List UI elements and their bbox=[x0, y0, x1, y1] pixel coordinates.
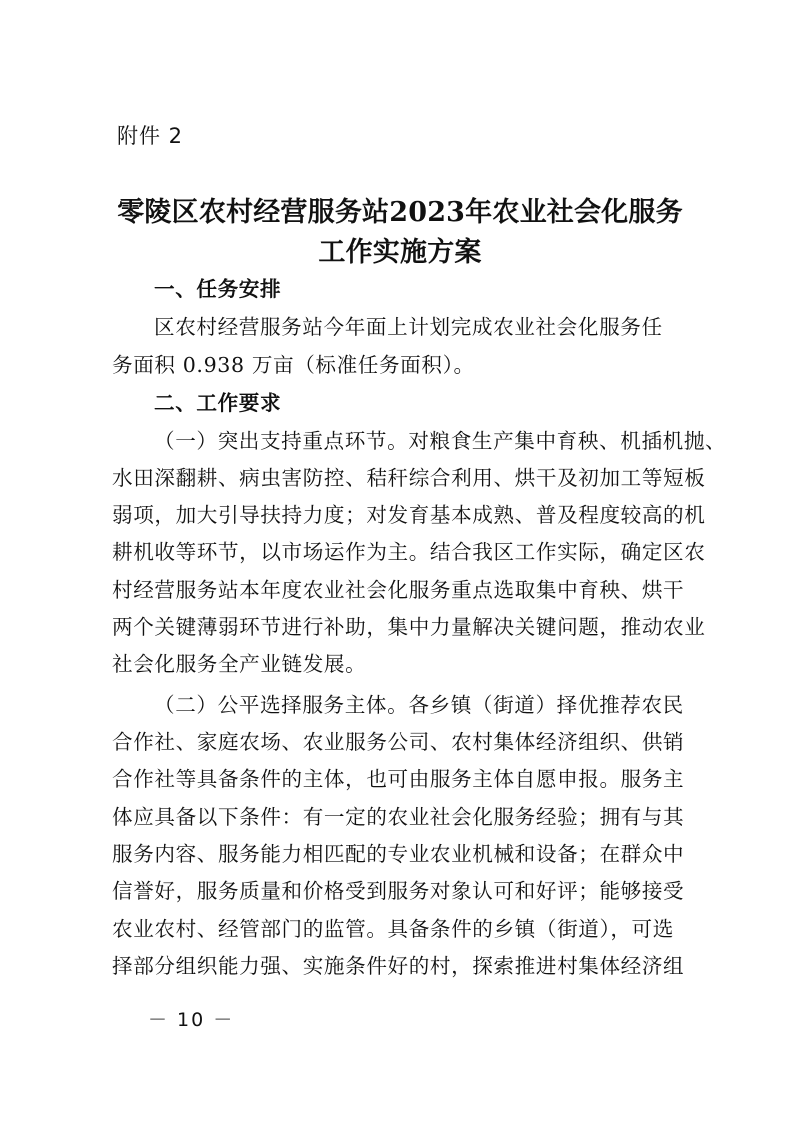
body-line: 耕机收等环节，以市场运作为主。结合我区工作实际，确定区农 bbox=[112, 540, 706, 564]
body-line: 弱项，加大引导扶持力度；对发育基本成熟、普及程度较高的机 bbox=[112, 503, 706, 527]
body-line: 务面积 0.938 万亩（标准任务面积）。 bbox=[112, 353, 475, 377]
body-line: 合作社、家庭农场、农业服务公司、农村集体经济组织、供销 bbox=[112, 730, 685, 754]
body-line: 体应具备以下条件：有一定的农业社会化服务经验；拥有与其 bbox=[112, 805, 685, 829]
body-line: （一）突出支持重点环节。对粮食生产集中育秧、机插机抛、 bbox=[154, 429, 727, 453]
body-line: 择部分组织能力强、实施条件好的村，探索推进村集体经济组 bbox=[112, 954, 685, 978]
body-line: 信誉好，服务质量和价格受到服务对象认可和好评；能够接受 bbox=[112, 879, 685, 903]
body-line: 社会化服务全产业链发展。 bbox=[112, 652, 367, 676]
body-line: 区农村经营服务站今年面上计划完成农业社会化服务任 bbox=[154, 315, 663, 339]
section-heading-task-arrangement: 一、任务安排 bbox=[154, 277, 282, 301]
body-line: 农业农村、经管部门的监管。具备条件的乡镇（街道），可选 bbox=[112, 917, 674, 941]
document-title-line-2: 工作实施方案 bbox=[318, 237, 482, 268]
body-line: 合作社等具备条件的主体，也可由服务主体自愿申报。服务主 bbox=[112, 767, 685, 791]
page-number: － 10 － bbox=[148, 1009, 235, 1031]
body-line: 村经营服务站本年度农业社会化服务重点选取集中育秧、烘干 bbox=[112, 578, 685, 602]
body-line: （二）公平选择服务主体。各乡镇（街道）择优推荐农民 bbox=[154, 693, 684, 717]
section-heading-work-requirements: 二、工作要求 bbox=[154, 391, 282, 415]
document-title-line-1: 零陵区农村经营服务站2023年农业社会化服务 bbox=[117, 197, 683, 228]
attachment-label: 附件 2 bbox=[117, 124, 184, 148]
body-line: 水田深翻耕、病虫害防控、秸秆综合利用、烘干及初加工等短板 bbox=[112, 466, 706, 490]
body-line: 服务内容、服务能力相匹配的专业农业机械和设备；在群众中 bbox=[112, 842, 685, 866]
body-line: 两个关键薄弱环节进行补助，集中力量解决关键问题，推动农业 bbox=[112, 615, 706, 639]
